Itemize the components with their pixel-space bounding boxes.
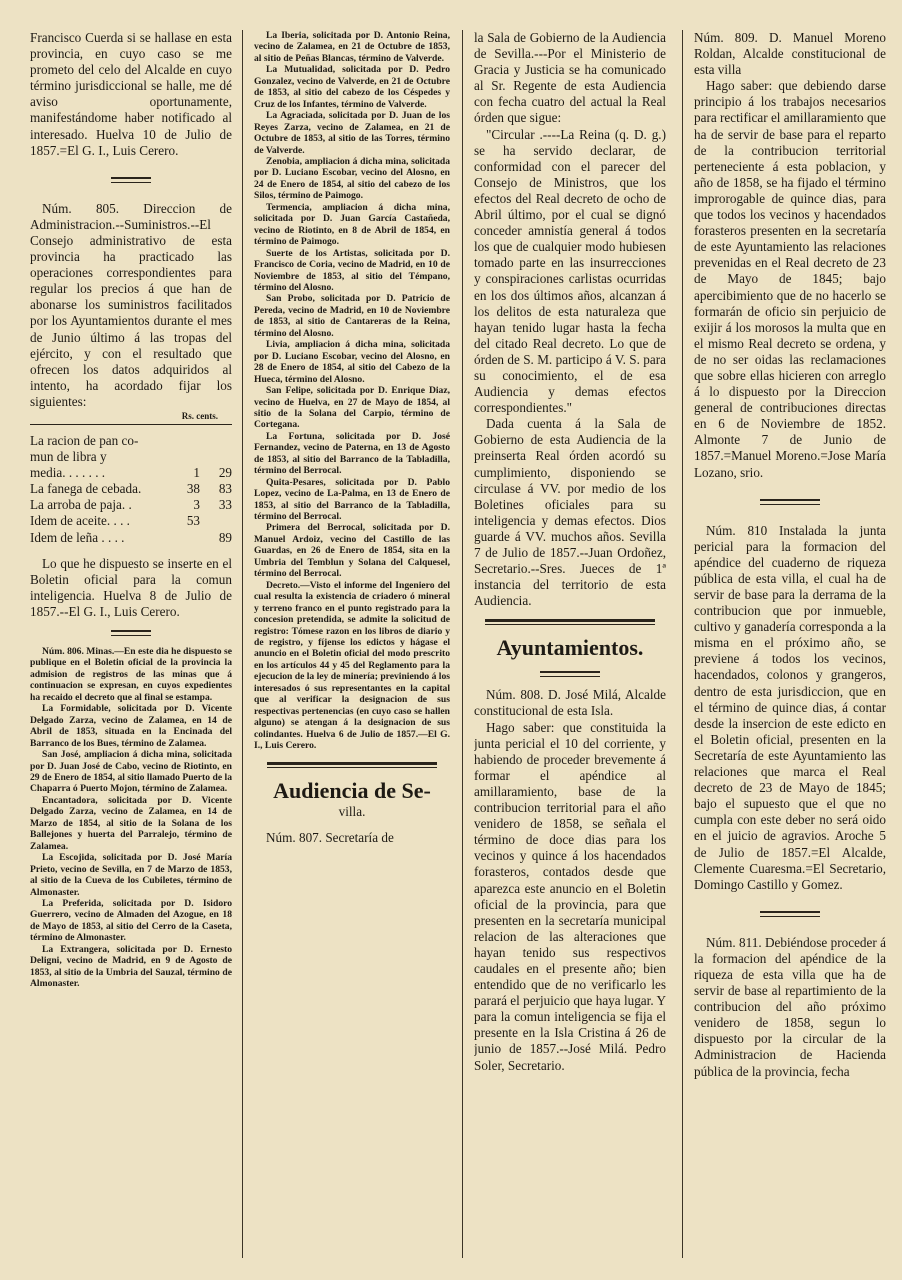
separator [30, 424, 232, 427]
column-4 [694, 30, 886, 1268]
price-row [30, 481, 232, 497]
mine-entry: Livia, ampliacion á dicha mina, solicitada por D. Luciano Escobar, vecino del Alosno, en 28 de Enero de 1854, al sitio del Cabezo de la Hueca, término del Alosno. [254, 339, 450, 385]
section-heading-audiencia-cont: villa. [338, 803, 366, 819]
notice-805-paragraph: Núm. 805. Direccion de Administracion.--Suministros.--El Consejo administrativo de esta provincia ha practicado las operaciones correspondientes para regular los precios á que han de abonarse los suministros facilitados por los Ayuntamientos durante el mes de Junio último á las tropas del ejército, y con el resultado que ofrecen los datos adquiridos al intento, ha acordado fijar los siguientes: [30, 200, 232, 409]
section-heading-audiencia: Audiencia de Se- [273, 777, 431, 803]
mine-entry: San José, ampliacion á dicha mina, solicitada por D. Juan José de Cabo, vecino de Riotinto, en 29 de Enero de 1854, al sitio llamado Puerto de la Chaparra ó Puerto Mojon, término de Zalamea. [30, 749, 232, 795]
mine-entry: La Fortuna, solicitada por D. José Fernandez, vecino de Paterna, en 13 de Agosto de 1853, al sitio del Barranco de la Tabladilla, término del Berrocal. [254, 430, 450, 477]
price-row [30, 449, 232, 465]
price-cents [200, 513, 232, 529]
notice-807-circular: "Circular .----La Reina (q. D. g.) se ha servido declarar, de conformidad con el parecer del Consejo de Ministros, que los efectos del Real decreto de ocho de Abril último, por el cual se dignó conceder amnistía general á todos los que de cualquier modo hubiesen tomado parte en las insurrecciones y conspiraciones carlistas ocurridas en los dos últimos años, alcanzan á los delitos de esta naturaleza que hayan tenido lugar hasta la fecha del citado Real decreto. Lo que de órden de S. M. participo á V. S. para su conocimiento, el de esa Audiencia y demas efectos correspondientes." [474, 126, 666, 416]
column-2 [254, 30, 450, 1268]
price-row [30, 530, 232, 546]
notice-end-paragraph: Francisco Cuerda si se hallase en esta provincia, en cuyo caso se me prometo del celo del Alcalde en cuyo término jurisdiccional se halle, me dé aviso oportunamente, manifestándome haber notificado al interesado. Huelva 10 de Julio de 1857.=El G. I., Luis Cerero. [30, 30, 232, 158]
notice-807-start: Núm. 807. Secretaría de [266, 829, 394, 845]
notice-808-paragraph: Hago saber: que constituida la junta pericial el 10 del corriente, y habiendo de proceder brevemente á formar el apéndice al amillaramiento, base de la contribucion territorial para el año venidero de 1858, se señala el término de doce dias para los vecinos y quince á los hacendados forasteros, contados desde que aparezca este anuncio en el Boletin oficial de la provincia, para que presenten en la secretaría municipal relacion de las alteraciones que hayan tenido sus respectivos caudales en el presente año; bien entendido que de no verificarlo les parará el perjuicio que haya lugar. Y para la comun inteligencia se fija el presente en la Isla Cristina á 26 de junio de 1857.--José Milá. Pedro Soler, Secretario. [474, 719, 666, 1073]
column-rule [462, 30, 463, 1258]
mine-entry: La Iberia, solicitada por D. Antonio Reina, vecino de Zalamea, en 21 de Octubre de 1853, al sitio de Peñas Blancas, término de Valverde. [254, 30, 450, 64]
notice-807-closing: Dada cuenta á la Sala de Gobierno de esta Audiencia de la preinserta Real órden acordó su cumplimiento, disponiendo se circulase á VV. por medio de los Boletines oficiales para su inteligencia y demas efectos. Dios guarde á VV. muchos años. Sevilla 7 de Julio de 1857.--Juan Ordoñez, Secretario.--Sres. Jueces de 1ª instancia del territorio de esta Audiencia. [474, 416, 666, 609]
price-item: mun de libra y [30, 449, 107, 465]
column-3 [474, 30, 666, 1268]
notice-809-title: Núm. 809. D. Manuel Moreno Roldan, Alcalde constitucional de esta villa [694, 30, 886, 78]
price-item: Idem de leña . . . . [30, 529, 125, 545]
notice-811-paragraph: Núm. 811. Debiéndose proceder á la formacion del apéndice de la riqueza de esta villa que ha de servir de base al repartimiento de la contribucion del año próximo venidero de 1858, segun lo dispuesto por la circular de la Administracion de Hacienda pública de la provincia, fecha [694, 934, 886, 1079]
mine-entry: Primera del Berrocal, solicitada por D. Manuel Ardoiz, vecino del Castillo de las Guardas, en 26 de Enero de 1854, sita en la Umbria del Temblun y Solana del Calquesel, término del Berrocal. [254, 522, 450, 580]
mine-entry: San Probo, solicitada por D. Patricio de Pereda, vecino de Madrid, en 10 de Noviembre de 1853, al sitio de Cantareras de la Reina, término del Alosno. [254, 293, 450, 339]
price-row [30, 465, 232, 481]
notice-809-paragraph: Hago saber: que debiendo darse principio á los trabajos necesarios para rectificar el amillaramiento que ha de servir de base para el reparto de la contribucion territorial perteneciente á esta poblacion, y año de 1858, se ha fijado el término improrogable de quince dias, para que todos los vecinos y hacendados forasteros presenten en la secretaría de este Ayuntamiento las relaciones prevenidas en el Real decreto de 23 de Mayo de 1845; bajo apercibimiento que de no hacerlo se formarán de oficio sin perjuicio de exijir á los morosos la multa que en el mismo Real decreto se ordena, y de no ser oidas las reclamaciones que sobre ellas hicieren con arreglo á lo dispuesto por la Direccion general de contribuciones directas en 6 de Noviembre de 1852. Almonte 7 de Junio de 1857.=Manuel Moreno.=Jose María Lozano, srio. [694, 78, 886, 480]
section-heading-ayuntamientos: Ayuntamientos. [496, 635, 644, 661]
mine-entry: Zenobia, ampliacion á dicha mina, solicitada por D. Luciano Escobar, vecino del Alosno, en 24 de Enero de 1854, al sitio del cabezo de los Silos, término de Paimogo. [254, 155, 450, 202]
price-row [30, 497, 232, 513]
mine-entry: Suerte de los Artistas, solicitada por D. Francisco de Coria, vecino de Madrid, en 10 de Noviembre de 1853, al sitio del Témpano, término del Alosno. [254, 247, 450, 293]
price-item: La arroba de paja. . [30, 497, 132, 513]
mine-entry: La Mutualidad, solicitada por D. Pedro Gonzalez, vecino de Valverde, en 21 de Octubre de 1853, al sitio del cabezo de los Céspedes y Cruz de los Infantes, término de Valverde. [254, 64, 450, 110]
mine-entry: La Preferida, solicitada por D. Isidoro Guerrero, vecino de Almaden del Azogue, en 18 de Mayo de 1853, al sitio del Cerro de la Caseta, término de Almonaster. [30, 897, 232, 944]
mine-entry: San Felipe, solicitada por D. Enrique Diaz, vecino de Huelva, en 27 de Mayo de 1854, al sitio de la Solana del Carpio, término de Cortegana. [254, 385, 450, 431]
price-row [30, 433, 232, 449]
price-cents: 33 [218, 497, 232, 513]
notice-807-paragraph: la Sala de Gobierno de la Audiencia de Sevilla.---Por el Ministerio de Gracia y Justicia se ha comunicado al Sr. Regente de esta Audiencia con fecha cuatro del actual la Real órden que sigue: [474, 30, 666, 126]
notice-806-intro: Núm. 806. Minas.—En este dia he dispuesto se publique en el Boletin oficial de la provincia la admision de registros de las minas que á continuacion se expresan, en cuyos expedientes ha recaido el decreto que al final se estampa. [30, 646, 232, 703]
notice-810-paragraph: Núm. 810 Instalada la junta pericial para la formacion del apéndice del cuaderno de riqueza pública de esta villa, el cual ha de servir de base para la derrama de la contribucion que por inmueble, cultivo y ganadería corresponda a la misma en el próximo año, se previene á todos los vecinos, hacendados, colonos y grangeros, dentro de esta jurisdiccion, que en el término de quince dias, á contar desde la insercion de este edicto en el Boletin oficial, presenten en la Secretaría de este Ayuntamiento las relaciones que marca el Real decreto de 23 de Mayo de 1845; bajo el supuesto que el que no cumpla con este deber no será oido en el juicio de agravios. Aroche 5 de Julio de 1857.=El Alcalde, Clemente Cuaresma.=El Secretario, Domingo Castillo y Gomez. [694, 522, 886, 892]
price-cents: 83 [218, 481, 232, 497]
price-unit-header: Rs. cents. [181, 410, 218, 421]
mine-entry: La Escojida, solicitada por D. José María Prieto, vecino de Sevilla, en 7 de Marzo de 1853, al sitio de la Cueva de los Cubiletes, término de Almonaster. [30, 852, 232, 898]
price-table [30, 433, 232, 546]
price-reales: 1 [193, 465, 200, 481]
price-reales: 38 [186, 481, 200, 497]
price-item: La fanega de cebada. [30, 481, 142, 497]
price-row [30, 513, 232, 529]
notice-808-title: Núm. 808. D. José Milá, Alcalde constitucional de esta Isla. [474, 687, 666, 719]
mine-entry: La Formidable, solicitada por D. Vicente Delgado Zarza, vecino de Zalamea, en 14 de Abril de 1853, situada en la Encinada del Barranco de los Bues, término de Zalamea. [30, 703, 232, 749]
price-reales: 53 [186, 513, 200, 529]
mine-entry: Quita-Pesares, solicitada por D. Pablo Lopez, vecino de La-Palma, en 13 de Enero de 1853, al sitio del Barranco de la Tabladilla, término del Berrocal. [254, 476, 450, 523]
price-reales [170, 530, 200, 546]
price-item: La racion de pan co- [30, 432, 139, 448]
column-rule [682, 30, 683, 1258]
column-rule [242, 30, 243, 1258]
price-cents: 29 [218, 465, 232, 481]
price-item: Idem de aceite. . . . [30, 513, 130, 529]
column-1 [30, 30, 232, 1268]
price-item: media. . . . . . . [30, 465, 106, 481]
mine-entry: La Extrangera, solicitada por D. Ernesto Deligni, vecino de Madrid, en 9 de Agosto de 1853, al sitio de la Umbria del Sauzal, término de Almonaster. [30, 943, 232, 990]
mine-decree: Decreto.—Visto el informe del Ingeniero del cual resulta la existencia de criadero ó mineral y terreno franco en el punto registrado para la concesion pretendida, se admite la solicitud de registro: Tómese razon en los libros de diario y de registro, y fíjense los edictos y hágase el anuncio en el Boletin oficial del modo prescrito en los artículos 44 y 45 del Reglamento para la ejecucion de la ley de minería; previniendo á los interesados ó sus representantes en la capital que al verificar la designacion de sus respectivas pertenencias (en cuyo caso se hallen alguno) se atengan á la designacion de sus colindantes. Huelva 6 de Julio de 1857.—El G. I., Luis Cerero. [254, 579, 450, 752]
notice-805-closing: Lo que he dispuesto se inserte en el Boletin oficial para la comun inteligencia. Huelva 8 de Julio de 1857.--El G. I., Luis Cerero. [30, 555, 232, 619]
price-reales: 3 [193, 497, 200, 513]
mine-entry: Termencia, ampliacion á dicha mina, solicitada por D. Juan García Castañeda, vecino de Riotinto, en 8 de Abril de 1854, en término de Paimogo. [254, 201, 450, 248]
price-cents: 89 [218, 529, 232, 545]
mine-entry: Encantadora, solicitada por D. Vicente Delgado Zarza, vecino de Zalamea, en 14 de Marzo de 1854, al sitio de la Solana de los Ballejones y huerta del Parralejo, término de Zalamea. [30, 794, 232, 852]
mine-entry: La Agraciada, solicitada por D. Juan de los Reyes Zarza, vecino de Zalamea, en 21 de Octubre de 1853, al sitio de las Torres, término de Valverde. [254, 110, 450, 156]
